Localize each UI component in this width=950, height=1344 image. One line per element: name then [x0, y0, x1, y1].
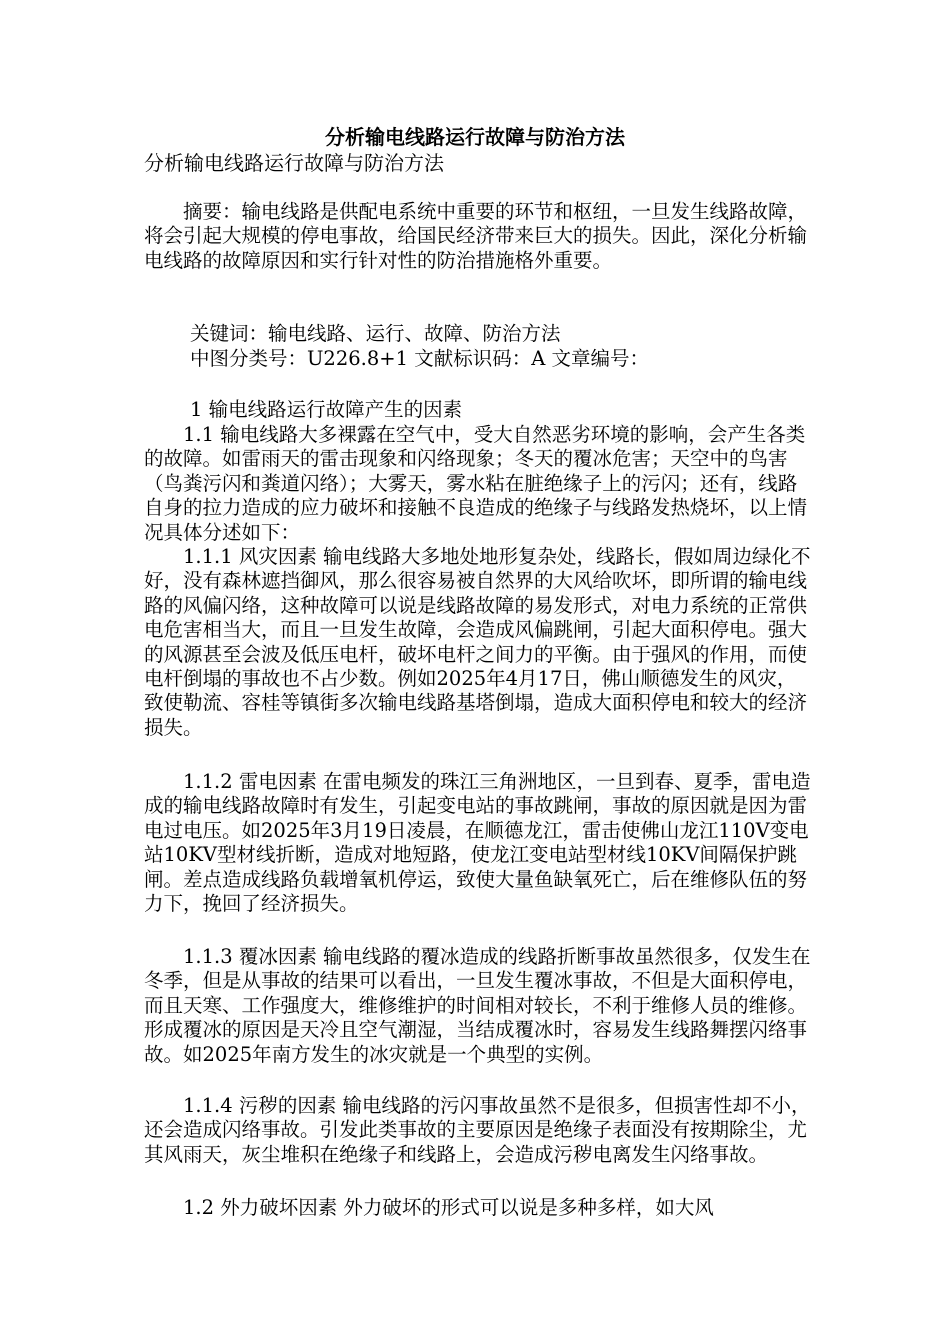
- paragraph-1-2: 1.2 外力破坏因素 外力破坏的形式可以说是多种多样，如大风: [144, 1196, 714, 1219]
- keywords-line: 关键词：输电线路、运行、故障、防治方法: [190, 322, 561, 345]
- paragraph-1-1-4: 1.1.4 污秽的因素 输电线路的污闪事故虽然不是很多，但损害性却不小，还会造成闪络事故。引发此类事故的主要原因是绝缘子表面没有按期除尘，尤其风雨天，灰尘堆积在绝缘子和线路上，会造成污秽电离发生闪络事故。: [144, 1094, 811, 1166]
- paragraph-1-1-3: 1.1.3 覆冰因素 输电线路的覆冰造成的线路折断事故虽然很多，仅发生在冬季，但是从事故的结果可以看出，一旦发生覆冰事故，不但是大面积停电，而且天寒、工作强度大，维修维护的时间相对较长，不利于维修人员的维修。形成覆冰的原因是天冷且空气潮湿，当结成覆冰时，容易发生线路舞摆闪络事故。如2025年南方发生的冰灾就是一个典型的实例。: [144, 945, 811, 1066]
- paragraph-1-1-2: 1.1.2 雷电因素 在雷电频发的珠江三角洲地区，一旦到春、夏季，雷电造成的输电线路故障时有发生，引起变电站的事故跳闸，事故的原因就是因为雷电过电压。如2025年3月19日凌晨，在顺德龙江，雷击使佛山龙江110V变电站10KV型材线折断，造成对地短路，使龙江变电站型材线10KV间隔保护跳闸。差点造成线路负载增氧机停运，致使大量鱼缺氧死亡，后在维修队伍的努力下，挽回了经济损失。: [144, 770, 811, 916]
- classification-line: 中图分类号：U226.8+1 文献标识码：A 文章编号：: [190, 347, 649, 370]
- paragraph-1-1-1: 1.1.1 风灾因素 输电线路大多地处地形复杂处，线路长，假如周边绿化不好，没有森林遮挡御风，那么很容易被自然界的大风给吹坏，即所谓的输电线路的风偏闪络，这种故障可以说是线路故障的易发形式，对电力系统的正常供电危害相当大，而且一旦发生故障，会造成风偏跳闸，引起大面积停电。强大的风源甚至会波及低压电杆，破坏电杆之间力的平衡。由于强风的作用，而使电杆倒塌的事故也不占少数。例如2025年4月17日，佛山顺德发生的风灾，致使勒流、容桂等镇街多次输电线路基塔倒塌，造成大面积停电和较大的经济损失。: [144, 545, 811, 739]
- document-subtitle: 分析输电线路运行故障与防治方法: [144, 151, 444, 175]
- paragraph-1-1: 1.1 输电线路大多裸露在空气中，受大自然恶劣环境的影响，会产生各类的故障。如雷雨天的雷击现象和闪络现象；冬天的覆冰危害；天空中的鸟害（鸟粪污闪和粪道闪络）；大雾天，雾水粘在脏绝缘子上的污闪；还有，线路自身的拉力造成的应力破坏和接触不良造成的绝缘子与线路发热烧坏，以上情况具体分述如下：: [144, 423, 808, 544]
- section-heading: 1 输电线路运行故障产生的因素: [190, 398, 463, 421]
- abstract-paragraph: 摘要：输电线路是供配电系统中重要的环节和枢纽，一旦发生线路故障，将会引起大规模的停电事故，给国民经济带来巨大的损失。因此，深化分析输电线路的故障原因和实行针对性的防治措施格外重要。: [144, 200, 808, 272]
- document-title: 分析输电线路运行故障与防治方法: [325, 125, 625, 149]
